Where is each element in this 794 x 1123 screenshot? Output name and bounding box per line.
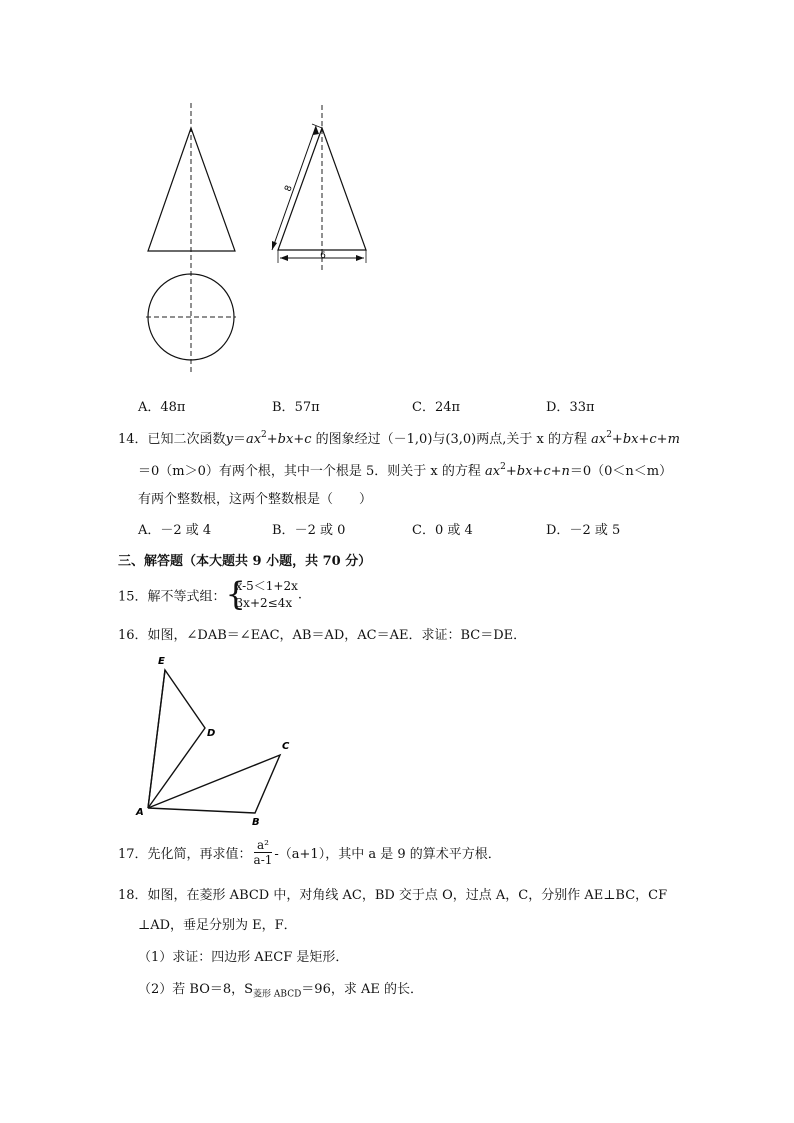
q15: 15．解不等式组： { x-5＜1+2x 3x+2≤4x . bbox=[118, 575, 303, 613]
label-C: C bbox=[282, 741, 290, 752]
side-view bbox=[272, 105, 366, 270]
front-view bbox=[148, 103, 235, 375]
q18-part-2: （2）若 BO＝8，$S_{菱形 ABCD}=96$，求 AE 的长． bbox=[138, 982, 423, 1000]
section-heading: 三、解答题（本大题共 9 小题，共 70 分） bbox=[118, 554, 372, 569]
q13-option-a: A．48π bbox=[138, 400, 186, 415]
q18-part-1: （1）求证：四边形 AECF 是矩形． bbox=[138, 950, 349, 965]
q14-line-2: ＝0（m＞0）有两个根，其中一个根是 5．则关于 x 的方程 $ax^2+bx+c+n=0(0<n<m)$ bbox=[138, 462, 673, 479]
q14-option-c: C．0 或 4 bbox=[412, 523, 473, 538]
inequality-system: { x-5＜1+2x 3x+2≤4x bbox=[225, 575, 298, 613]
label-B: B bbox=[252, 817, 260, 828]
fraction: $\frac{\text{a²}}{a-1}$ bbox=[253, 838, 273, 867]
q13-option-c: C．24π bbox=[412, 400, 461, 415]
q14-option-d: D．－2 或 5 bbox=[546, 523, 621, 538]
q16-figure bbox=[130, 650, 300, 830]
label-E: E bbox=[158, 656, 165, 667]
q17: 17．先化简，再求值： $\frac{\text{a²}}{a-1}$ -（a+1），其中 a 是 9 的算术平方根． bbox=[118, 838, 501, 867]
q13-figure bbox=[130, 100, 390, 380]
q18-line-2: ⊥AD，垂足分别为 E，F． bbox=[138, 918, 297, 933]
q16-text: 16．如图，∠DAB＝∠EAC，AB＝AD，AC＝AE．求证：BC＝DE． bbox=[118, 628, 527, 643]
q14-line-3: 有两个整数根，这两个整数根是（ ） bbox=[138, 492, 373, 507]
slant-label: 8 bbox=[283, 184, 295, 194]
q14-option-a: A．－2 或 4 bbox=[138, 523, 212, 538]
base-label: 6 bbox=[320, 251, 326, 261]
label-D: D bbox=[207, 728, 216, 739]
q14-line-1: 14．已知二次函数$y=ax^2+bx+c$ 的图象经过（－1,0)与(3,0)两点,关于 x 的方程 $ax^2+bx+c+m$ bbox=[118, 430, 680, 447]
q13-option-b: B．57π bbox=[272, 400, 320, 415]
q13-option-d: D．33π bbox=[546, 400, 595, 415]
q18-line-1: 18．如图，在菱形 ABCD 中，对角线 AC，BD 交于点 O，过点 A，C，分别作 AE⊥BC，CF bbox=[118, 888, 668, 903]
label-A: A bbox=[136, 807, 144, 818]
q14-option-b: B．－2 或 0 bbox=[272, 523, 346, 538]
